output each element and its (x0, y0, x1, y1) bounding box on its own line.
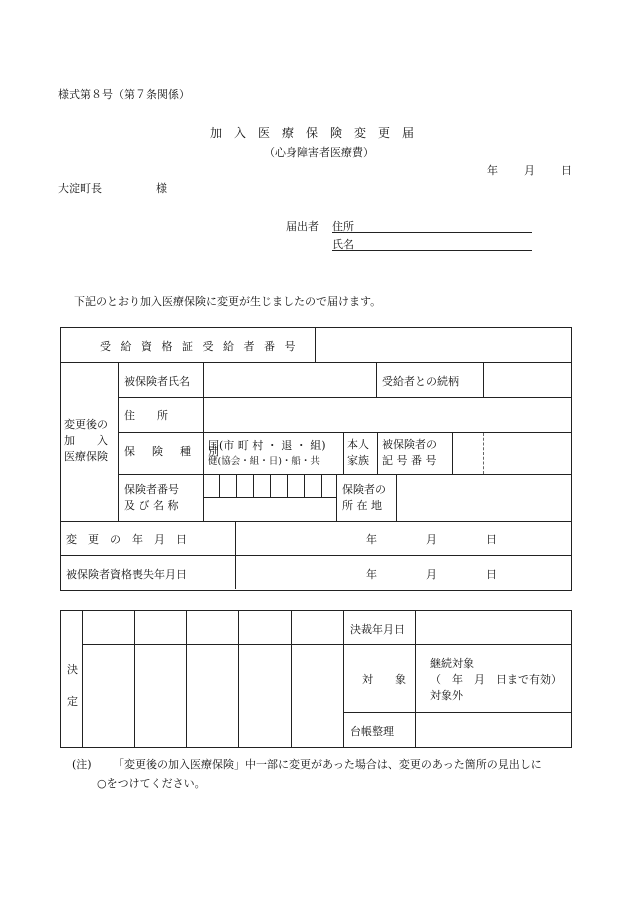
note-line-1: 「変更後の加入医療保険」中一部に変更があった場合は、変更のあった箇所の見出しに (113, 758, 542, 771)
insurance-type-line1[interactable]: 国(市 町 村 ・ 退 ・ 組) (208, 439, 326, 452)
decision-date-input[interactable] (416, 611, 570, 644)
insured-name-input[interactable] (204, 363, 376, 397)
loss-date-input[interactable]: 年 月 日 (366, 568, 497, 581)
date-year: 年 (487, 164, 498, 177)
insurer-location-input[interactable] (397, 475, 570, 521)
relationship-label: 受給者との続柄 (382, 375, 459, 388)
self-family-select[interactable]: 本人 家族 (347, 438, 369, 467)
stamp-cell-1[interactable] (83, 645, 134, 746)
ledger-label: 台帳整理 (350, 725, 394, 738)
date-day: 日 (561, 164, 572, 177)
insured-symbol-label: 被保険者の 記 号 番 号 (382, 438, 437, 467)
recipient-number-input[interactable] (316, 327, 570, 362)
ledger-input[interactable] (416, 713, 570, 746)
insurer-number-label: 保険者番号 及 び 名 称 (124, 483, 179, 512)
stamp-cell-3[interactable] (187, 645, 238, 746)
loss-date-label: 被保険者資格喪失年月日 (66, 568, 187, 581)
main-table (60, 327, 572, 591)
applicant-label: 届出者 (286, 220, 319, 233)
note-label: (注) (72, 758, 92, 771)
insured-symbol-input[interactable] (453, 433, 483, 474)
target-label: 対 象 (362, 673, 406, 686)
applicant-address-label: 住所 (332, 220, 354, 233)
change-date-label: 変 更 の 年 月 日 (66, 533, 187, 546)
after-change-label: 変更後の 加 入 医療保険 (64, 418, 108, 463)
insurance-type-label: 保 険 種 別 (124, 445, 222, 458)
note-line-2: ○をつけてください。 (97, 777, 206, 790)
page-subtitle: （心身障害者医療費） (264, 146, 374, 159)
address-label: 住 所 (124, 409, 168, 422)
insured-number-input[interactable] (484, 433, 570, 474)
date-month: 月 (524, 164, 535, 177)
stamp-cell-2[interactable] (135, 645, 186, 746)
page-title: 加 入 医 療 保 険 変 更 届 (210, 126, 415, 140)
decision-date-label: 決裁年月日 (350, 623, 405, 636)
insurance-type-line2[interactable]: 健(協会・組・日)・船・共 (208, 456, 320, 467)
insurer-number-boxes[interactable] (203, 474, 337, 498)
intro-text: 下記のとおり加入医療保険に変更が生じましたので届けます。 (74, 295, 382, 308)
change-date-input[interactable]: 年 月 日 (366, 533, 497, 546)
decision-table (60, 610, 572, 748)
stamp-cell-4[interactable] (239, 645, 291, 746)
stamp-cell-5[interactable] (292, 645, 343, 746)
applicant-name-label: 氏名 (332, 238, 354, 251)
form-number: 様式第８号（第７条関係） (58, 88, 190, 101)
relationship-input[interactable] (484, 363, 570, 397)
address-input[interactable] (204, 398, 570, 432)
addressee-honorific: 様 (156, 182, 167, 195)
insured-name-label: 被保険者氏名 (124, 375, 190, 388)
addressee-name: 大淀町長 (58, 182, 102, 195)
applicant-address-field[interactable] (332, 218, 532, 234)
recipient-number-label: 受 給 資 格 証 受 給 者 番 号 (100, 340, 299, 353)
target-options[interactable]: 継続対象 （ 年 月 日まで有効） 対象外 (430, 657, 562, 702)
decision-label: 決 定 (67, 663, 78, 708)
insurer-location-label: 保険者の 所 在 地 (342, 483, 386, 512)
insurer-name-input[interactable] (204, 498, 336, 520)
applicant-name-field[interactable] (332, 236, 532, 252)
